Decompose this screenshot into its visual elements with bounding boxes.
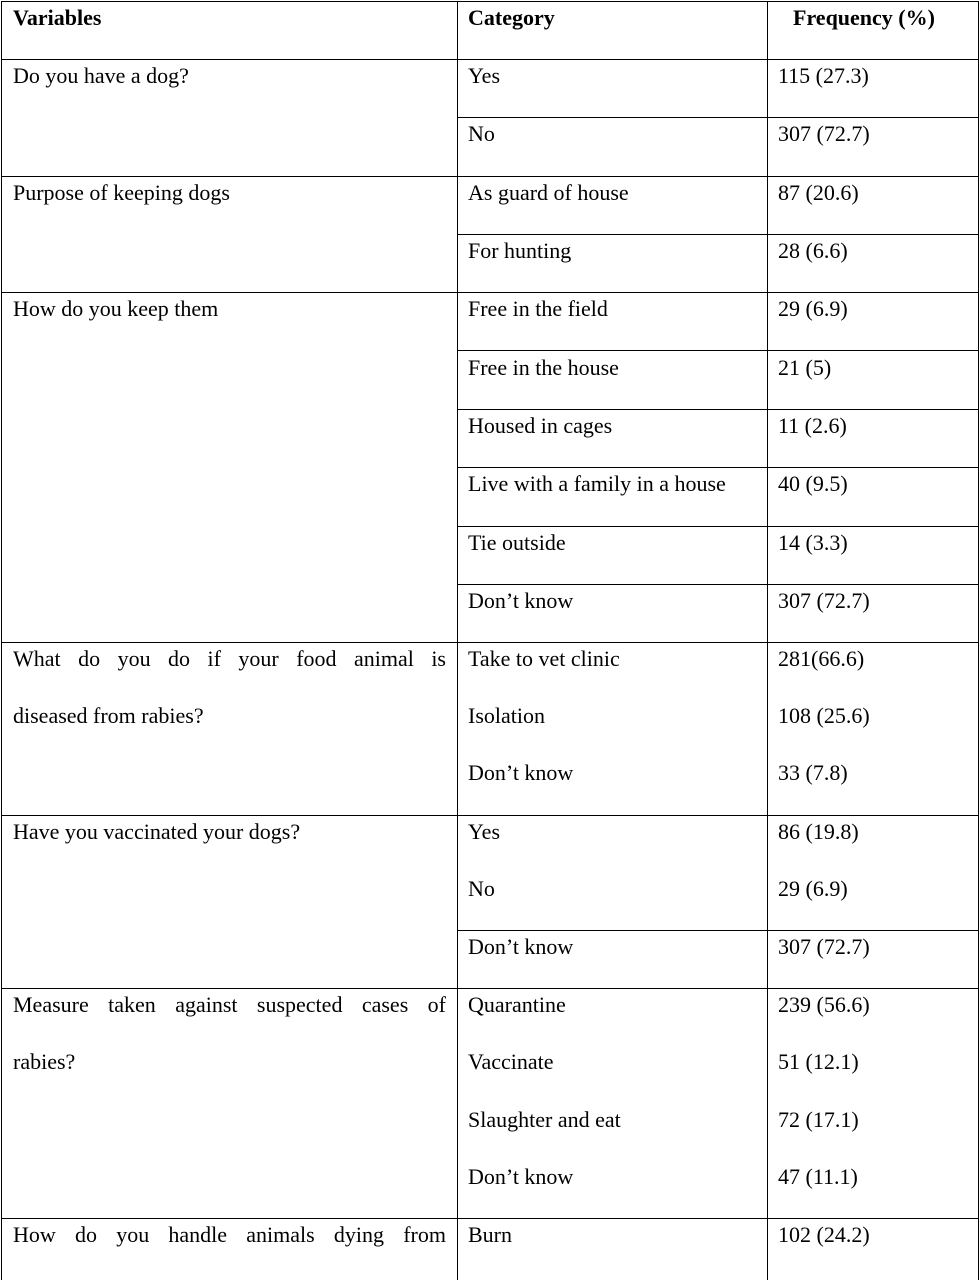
category-cell: Don’t know xyxy=(468,588,574,613)
category-cell: Yes xyxy=(468,63,501,88)
frequency-cell: 307 (72.7) xyxy=(778,934,870,959)
header-variables: Variables xyxy=(13,5,102,30)
frequency-cell: 307 (72.7) xyxy=(778,121,870,146)
frequency-cell: 11 (2.6) xyxy=(778,413,847,438)
frequency-cell: 239 (56.6) xyxy=(778,992,870,1017)
frequency-cell: 51 (12.1) xyxy=(778,1049,859,1074)
frequency-cell: 47 (11.1) xyxy=(778,1164,858,1189)
frequency-cell: 14 (3.3) xyxy=(778,530,848,555)
variable-cell: Do you have a dog? xyxy=(13,63,189,88)
category-cell: Live with a family in a house xyxy=(468,471,726,496)
category-cell: Don’t know xyxy=(468,1164,574,1189)
variable-cell: How do you handle animals dying from xyxy=(13,1222,446,1247)
frequency-cell: 28 (6.6) xyxy=(778,238,848,263)
category-cell: Take to vet clinic xyxy=(468,646,620,671)
category-cell: No xyxy=(468,121,495,146)
category-cell: Vaccinate xyxy=(468,1049,554,1074)
frequency-cell: 40 (9.5) xyxy=(778,471,848,496)
category-cell: Quarantine xyxy=(468,992,566,1017)
category-cell: Don’t know xyxy=(468,934,574,959)
category-cell: Don’t know xyxy=(468,760,574,785)
category-cell: Free in the house xyxy=(468,355,619,380)
category-cell: Slaughter and eat xyxy=(468,1107,621,1132)
category-cell: Yes xyxy=(468,819,501,844)
category-cell: No xyxy=(468,876,495,901)
frequency-cell: 281(66.6) xyxy=(778,646,865,671)
variable-cell: rabies? xyxy=(13,1049,76,1074)
frequency-cell: 115 (27.3) xyxy=(778,63,869,88)
frequency-cell: 29 (6.9) xyxy=(778,296,848,321)
header-category: Category xyxy=(468,5,555,30)
frequency-cell: 102 (24.2) xyxy=(778,1222,870,1247)
category-cell: For hunting xyxy=(468,238,572,263)
frequency-cell: 87 (20.6) xyxy=(778,180,859,205)
header-frequency: Frequency (%) xyxy=(793,5,935,30)
frequency-cell: 307 (72.7) xyxy=(778,588,870,613)
frequency-cell: 108 (25.6) xyxy=(778,703,870,728)
category-cell: Tie outside xyxy=(468,530,566,555)
variable-cell: diseased from rabies? xyxy=(13,703,204,728)
category-cell: Housed in cages xyxy=(468,413,613,438)
category-cell: Isolation xyxy=(468,703,545,728)
variable-cell: What do you do if your food animal is xyxy=(13,646,446,671)
category-cell: As guard of house xyxy=(468,180,629,205)
category-cell: Free in the field xyxy=(468,296,608,321)
category-cell: Burn xyxy=(468,1222,512,1247)
variable-cell: Purpose of keeping dogs xyxy=(13,180,230,205)
variable-cell: Have you vaccinated your dogs? xyxy=(13,819,301,844)
frequency-cell: 72 (17.1) xyxy=(778,1107,859,1132)
frequency-cell: 33 (7.8) xyxy=(778,760,848,785)
variable-cell: Measure taken against suspected cases of xyxy=(13,992,446,1017)
frequency-cell: 21 (5) xyxy=(778,355,832,380)
variable-cell: How do you keep them xyxy=(13,296,219,321)
frequency-cell: 29 (6.9) xyxy=(778,876,848,901)
frequency-cell: 86 (19.8) xyxy=(778,819,859,844)
